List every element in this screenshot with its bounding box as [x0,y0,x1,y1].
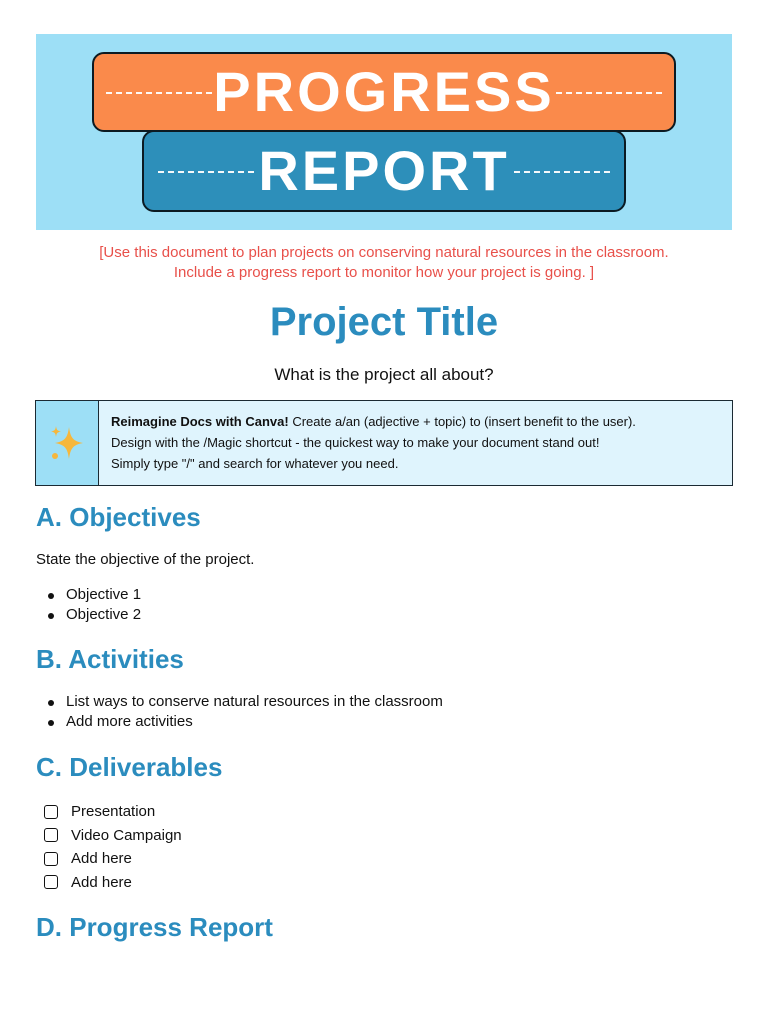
checkbox[interactable] [44,828,58,842]
checklist-label[interactable]: Video Campaign [71,826,182,844]
list-item[interactable]: List ways to conserve natural resources in the classroom [36,692,443,712]
checklist-label[interactable]: Presentation [71,803,156,821]
checkbox[interactable] [44,852,58,866]
instruction-note-line2: Include a progress report to monitor how your project is going. ] [173,264,595,281]
heading-objectives[interactable]: A. Objectives [36,502,201,532]
title-banner [36,34,732,230]
activities-list [36,692,443,732]
project-title[interactable]: Project Title [269,300,499,344]
dashed-line [556,92,662,94]
list-item[interactable]: Add more activities [36,712,443,732]
canva-callout [35,400,733,486]
banner-title-line1: PROGRESS [213,60,555,123]
checklist-item [36,871,182,895]
progress-pill [92,52,676,132]
sparkle-icon [47,423,87,463]
list-item[interactable]: Objective 2 [36,605,141,625]
callout-text-1: Create a/an (adjective + topic) to (insert benefit to the user). [288,414,636,429]
project-subtitle[interactable]: What is the project all about? [274,365,494,384]
heading-deliverables[interactable]: C. Deliverables [36,752,223,782]
checklist-item [36,847,182,871]
heading-activities[interactable]: B. Activities [36,644,184,674]
objectives-list [36,585,141,625]
report-pill [142,130,626,212]
heading-progress-report[interactable]: D. Progress Report [36,912,273,942]
dashed-line [514,171,610,173]
callout-text-2: Design with the /Magic shortcut - the quickest way to make your document stand out! [111,435,600,450]
checklist-label[interactable]: Add here [71,850,132,868]
callout-bold: Reimagine Docs with Canva! [111,414,289,429]
callout-text [99,401,648,485]
banner-title-line2: REPORT [258,139,510,202]
objectives-intro[interactable]: State the objective of the project. [36,551,255,568]
dashed-line [158,171,254,173]
checkbox[interactable] [44,875,58,889]
checklist-item [36,800,182,824]
checkbox[interactable] [44,805,58,819]
list-item[interactable]: Objective 1 [36,585,141,605]
callout-text-3: Simply type "/" and search for whatever you need. [111,456,399,471]
deliverables-checklist [36,800,182,894]
callout-icon-cell [36,401,99,485]
instruction-note-line1: [Use this document to plan projects on conserving natural resources in the classroom. [99,244,669,261]
dashed-line [106,92,212,94]
checklist-item [36,824,182,848]
checklist-label[interactable]: Add here [71,873,132,891]
